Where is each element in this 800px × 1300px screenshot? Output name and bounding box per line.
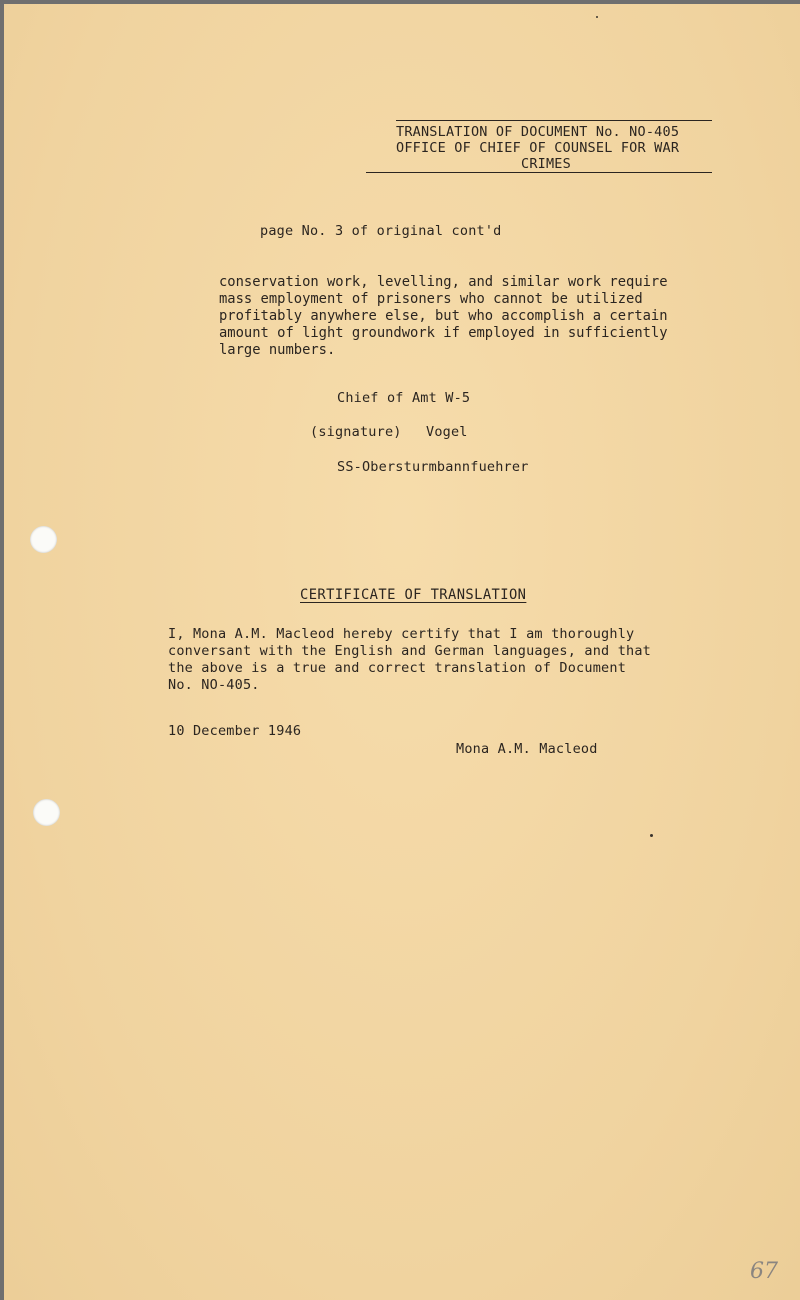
signatory-title: Chief of Amt W-5 (337, 390, 471, 406)
signature-label: (signature) (310, 424, 402, 440)
certificate-line: the above is a true and correct translation of Document (168, 660, 627, 676)
header-top-rule (396, 120, 712, 121)
header-title-line3: CRIMES (521, 156, 571, 172)
body-line: mass employment of prisoners who cannot be utilized (219, 291, 643, 307)
binder-hole-lower (33, 799, 60, 826)
ink-speck (650, 834, 653, 837)
certificate-line: No. NO-405. (168, 677, 260, 693)
header-bottom-rule (366, 172, 712, 173)
ink-speck (596, 16, 598, 18)
signature-name: Vogel (426, 424, 468, 440)
header-title-line1: TRANSLATION OF DOCUMENT No. NO-405 (396, 124, 680, 140)
body-line: amount of light groundwork if employed in sufficiently (219, 325, 668, 341)
header-title-line2: OFFICE OF CHIEF OF COUNSEL FOR WAR (396, 140, 680, 156)
certificate-line: conversant with the English and German languages, and that (168, 643, 652, 659)
page-number: 67 (750, 1259, 778, 1284)
body-line: conservation work, levelling, and similar work require (219, 274, 668, 290)
certificate-heading: CERTIFICATE OF TRANSLATION (300, 587, 527, 603)
page-reference: page No. 3 of original cont'd (260, 223, 502, 239)
certificate-date: 10 December 1946 (168, 723, 302, 739)
body-line: profitably anywhere else, but who accomplish a certain (219, 308, 668, 324)
body-line: large numbers. (219, 342, 336, 358)
binder-hole-upper (30, 526, 57, 553)
signatory-rank: SS-Obersturmbannfuehrer (337, 459, 529, 475)
document-page (4, 4, 800, 1300)
certificate-line: I, Mona A.M. Macleod hereby certify that I am thoroughly (168, 626, 635, 642)
translator-name: Mona A.M. Macleod (456, 741, 598, 757)
